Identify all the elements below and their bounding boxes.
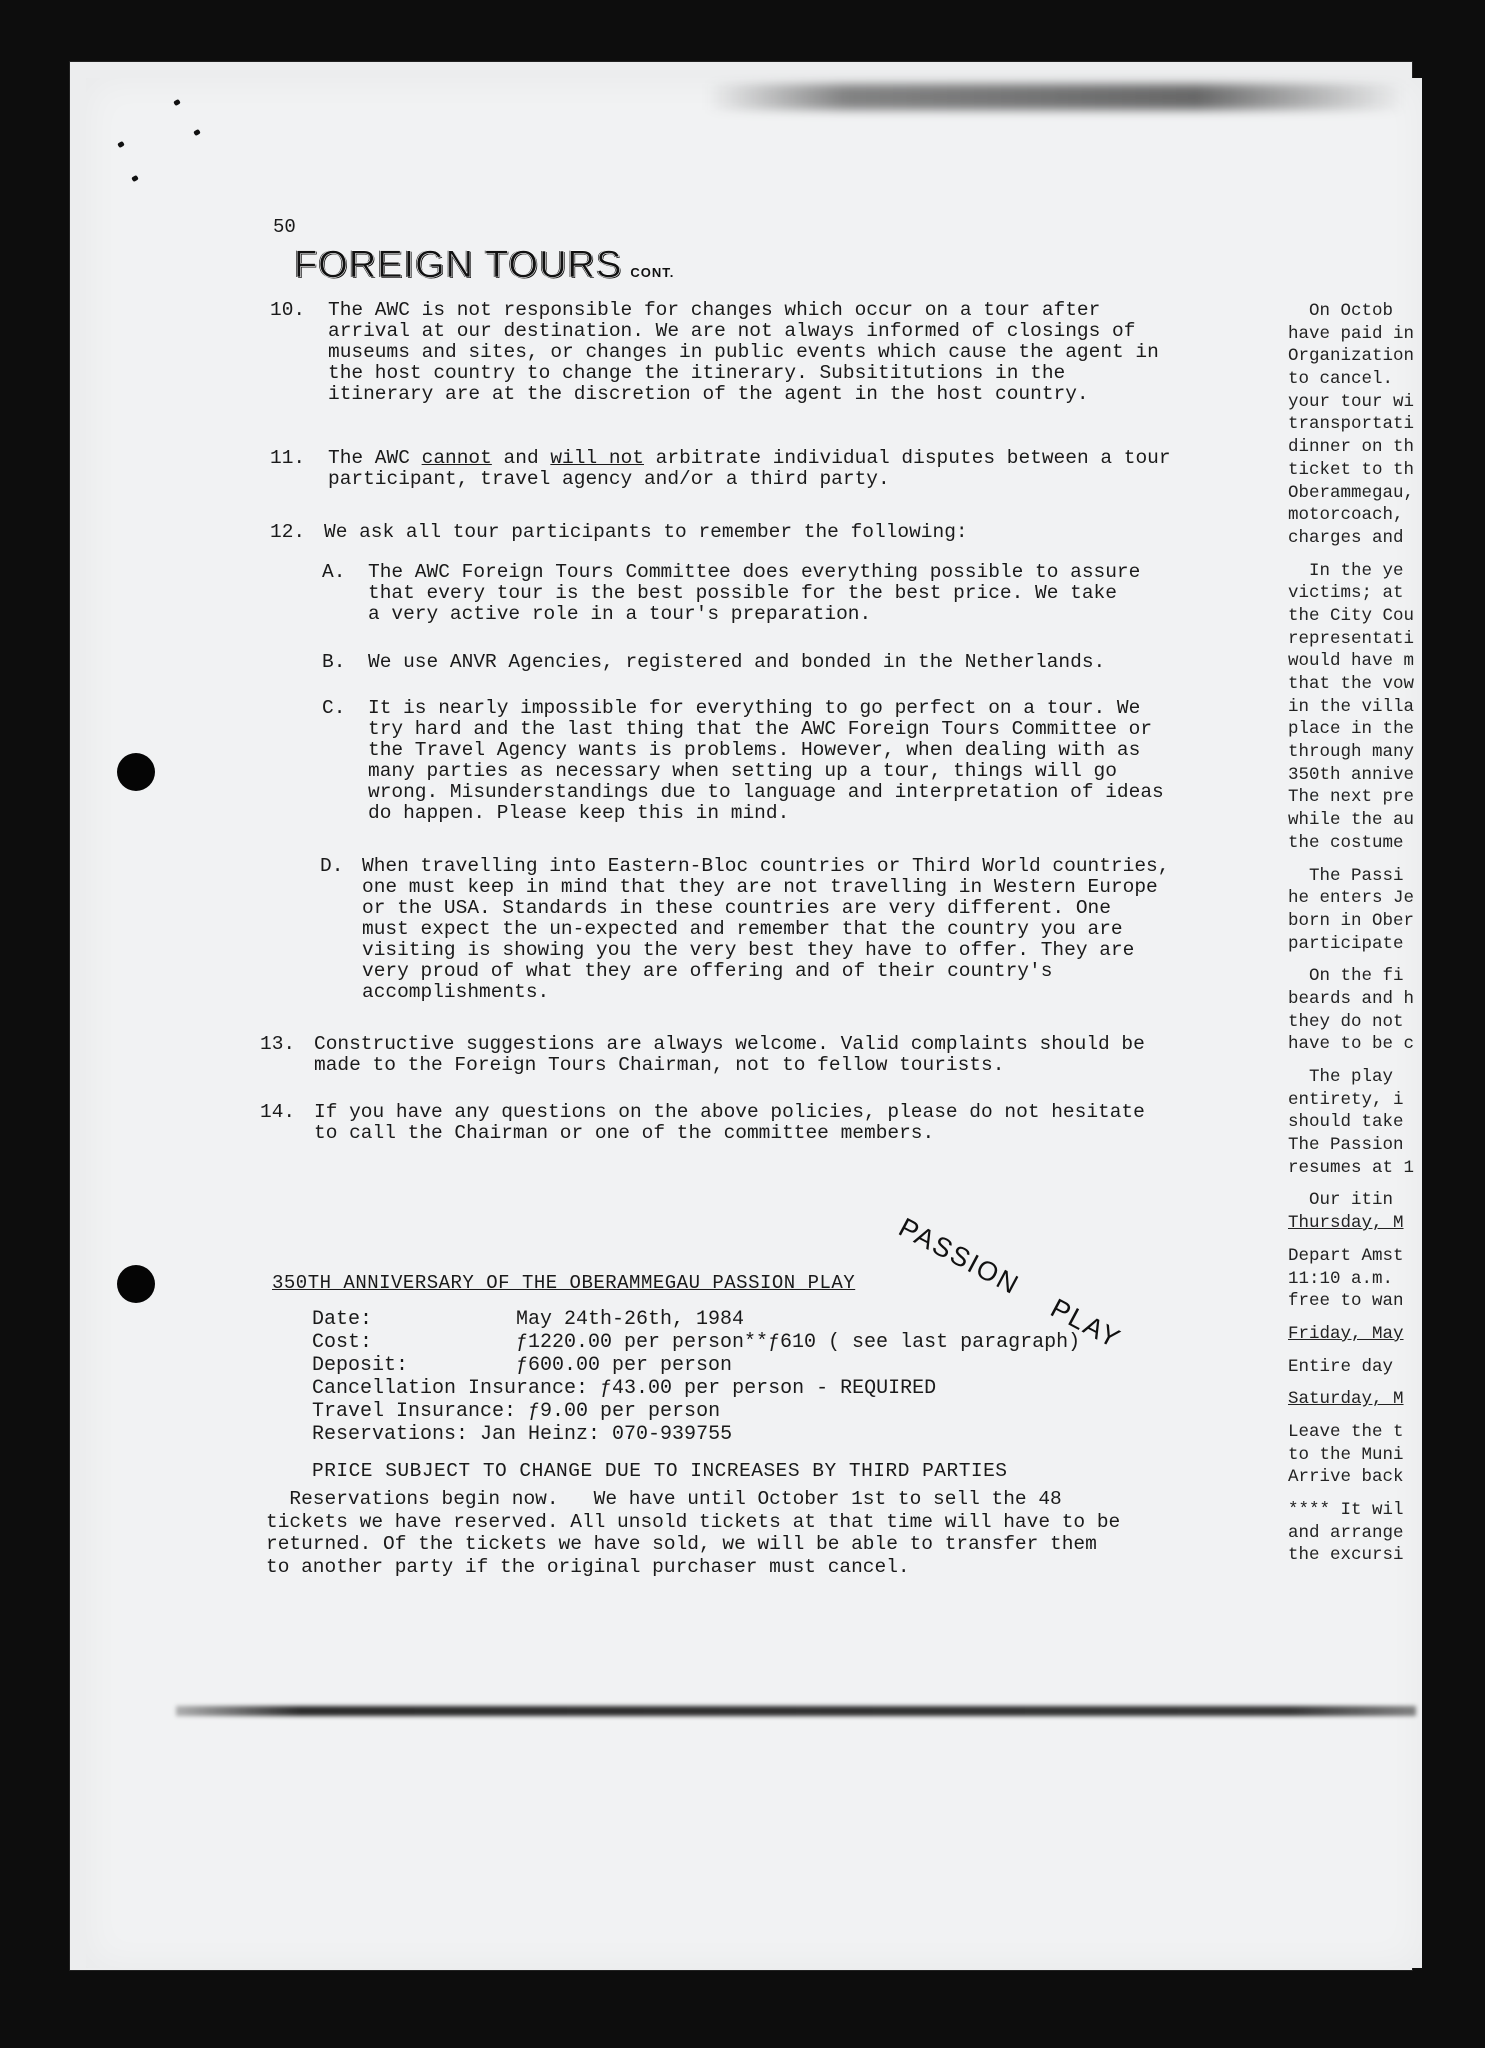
column-line: place in the (1288, 719, 1415, 740)
column-line: The Passion (1288, 1135, 1404, 1156)
price-notice: PRICE SUBJECT TO CHANGE DUE TO INCREASES BY THIRD PARTIES (312, 1460, 1008, 1482)
item-line: itinerary are at the discretion of the agent in the host country. (328, 383, 1089, 405)
speck (173, 99, 181, 106)
item-line: It is nearly impossible for everything to go perfect on a tour. We (368, 697, 1141, 719)
item-line: that every tour is the best possible for the best price. We take (368, 582, 1117, 604)
paragraph-gap (1288, 1056, 1422, 1066)
item-line: made to the Foreign Tours Chairman, not to fellow tourists. (314, 1054, 1005, 1076)
page-title (294, 244, 674, 287)
item-line: arrival at our destination. We are not always informed of closings of (328, 320, 1136, 342)
page-number: 50 (273, 216, 296, 238)
column-line: entirety, i (1288, 1089, 1404, 1110)
detail-line: Reservations: Jan Heinz: 070-939755 (312, 1423, 733, 1446)
detail-line: Travel Insurance: ƒ9.00 per person (312, 1400, 721, 1423)
right-column-cutoff (1288, 300, 1422, 1567)
underlined-text: will not (550, 447, 644, 469)
paragraph-line: Reservations begin now. We have until October 1st to sell the 48 (266, 1488, 1062, 1510)
item-line: many parties as necessary when setting up a tour, things will go (368, 760, 1117, 782)
stamp-word: PLAY (1045, 1292, 1127, 1355)
column-line: dinner on th (1288, 437, 1415, 458)
detail-line: Cancellation Insurance: ƒ43.00 per person - REQUIRED (312, 1377, 937, 1400)
column-line: have to be c (1288, 1034, 1415, 1055)
column-line: 11:10 a.m. (1288, 1268, 1394, 1289)
item-line: do happen. Please keep this in mind. (368, 802, 790, 824)
item-number: 12. (270, 521, 306, 543)
column-line: Organization (1288, 346, 1415, 367)
detail-label: Deposit: (312, 1354, 409, 1377)
item-line: The AWC is not responsible for changes which occur on a tour after (328, 299, 1101, 321)
paragraph-gap (1288, 1179, 1422, 1189)
item-number: 11. (270, 447, 306, 469)
column-line: through many (1288, 742, 1415, 763)
column-line: ticket to th (1288, 459, 1415, 480)
item-letter: A. (322, 561, 346, 583)
column-line: **** It wil (1288, 1500, 1404, 1520)
column-line: The play (1288, 1067, 1394, 1087)
item-line: the host country to change the itinerary. Subsititutions in the (328, 362, 1066, 384)
speck (131, 175, 139, 182)
paragraph-gap (1288, 1489, 1422, 1499)
item-line: very proud of what they are offering and of their country's (362, 960, 1053, 982)
detail-value: ƒ600.00 per person (516, 1354, 733, 1377)
detail-label: Cost: (312, 1331, 373, 1354)
item-line: The AWC Foreign Tours Committee does everything possible to assure (368, 561, 1141, 583)
item-line: wrong. Misunderstandings due to language and interpretation of ideas (368, 781, 1164, 803)
paragraph-gap (1288, 550, 1422, 560)
item-line: or the USA. Standards in these countries are very different. One (362, 897, 1111, 919)
paragraph-gap (1288, 1313, 1422, 1323)
reservations-paragraph (266, 1488, 1120, 1578)
paragraph-gap (1288, 955, 1422, 965)
column-line: beards and h (1288, 988, 1415, 1009)
item-number: 13. (260, 1033, 296, 1055)
paragraph-gap (1288, 1411, 1422, 1421)
paragraph-gap (1288, 1235, 1422, 1245)
item-line: accomplishments. (362, 981, 550, 1003)
paragraph-line: tickets we have reserved. All unsold tickets at that time will have to be (266, 1510, 1121, 1533)
column-line: the costume (1288, 832, 1404, 853)
column-line: Oberammegau, (1288, 482, 1415, 503)
copy-edge-line (176, 1706, 1416, 1716)
column-line: victims; at (1288, 583, 1404, 604)
column-line: In the ye (1288, 560, 1404, 581)
item-letter: C. (322, 697, 346, 719)
column-line: 350th annive (1288, 764, 1415, 785)
column-line: Our itin (1288, 1190, 1394, 1211)
column-line: and arrange (1288, 1522, 1404, 1543)
column-line: participate (1288, 933, 1404, 954)
column-line: would have m (1288, 651, 1415, 672)
item-line: visiting is showing you the very best they have to offer. They are (362, 939, 1135, 961)
item-line: must expect the un-expected and remember that the country you are (362, 918, 1123, 940)
speck (193, 129, 201, 136)
column-line: On Octob (1288, 301, 1394, 321)
item-line: a very active role in a tour's preparation. (368, 603, 872, 625)
column-line: On the fi (1288, 966, 1404, 987)
column-line: Thursday, M (1288, 1213, 1404, 1234)
item-line: Constructive suggestions are always welcome. Valid complaints should be (314, 1033, 1145, 1055)
item-letter: D. (320, 855, 344, 877)
column-line: charges and (1288, 527, 1404, 548)
column-line: that the vow (1288, 674, 1415, 694)
title-text: FOREIGN TOURS (294, 244, 623, 286)
item-number: 14. (260, 1101, 296, 1123)
column-line: Arrive back (1288, 1467, 1404, 1488)
column-line: born in Ober (1288, 910, 1415, 931)
item-line: the Travel Agency wants is problems. However, when dealing with as (368, 739, 1141, 761)
item-line: participant, travel agency and/or a third party. (328, 468, 890, 490)
column-line: in the villa (1288, 696, 1415, 717)
paragraph-gap (1288, 1378, 1422, 1388)
column-line: the City Cou (1288, 605, 1415, 626)
item-line: one must keep in mind that they are not travelling in Western Europe (362, 876, 1158, 898)
item-number: 10. (270, 299, 306, 321)
paragraph-line: returned. Of the tickets we have sold, we will be able to transfer them (266, 1533, 1097, 1555)
detail-value: May 24th-26th, 1984 (516, 1308, 745, 1331)
column-line: Leave the t (1288, 1421, 1404, 1442)
speck (117, 141, 125, 148)
paragraph-gap (1288, 1346, 1422, 1356)
item-line: We use ANVR Agencies, registered and bonded in the Netherlands. (368, 651, 1106, 673)
section-heading: 350TH ANNIVERSARY OF THE OBERAMMEGAU PASSION PLAY (272, 1272, 856, 1294)
underlined-text: cannot (421, 447, 492, 469)
column-line: to the Muni (1288, 1444, 1404, 1465)
column-line: to cancel. (1288, 369, 1394, 390)
column-line: while the au (1288, 810, 1415, 831)
item-line: to call the Chairman or one of the committee members. (314, 1122, 935, 1144)
item-line: When travelling into Eastern-Bloc countries or Third World countries, (362, 855, 1170, 877)
column-line: Friday, May (1288, 1323, 1404, 1344)
column-line: resumes at 1 (1288, 1157, 1415, 1178)
paragraph-line: to another party if the original purchaser must cancel. (266, 1555, 910, 1578)
column-line: transportati (1288, 414, 1415, 435)
column-line: he enters Je (1288, 888, 1415, 909)
item-letter: B. (322, 651, 346, 673)
column-line: free to wan (1288, 1291, 1404, 1312)
detail-value: ƒ1220.00 per person**ƒ610 ( see last paragraph) (516, 1331, 1081, 1354)
column-line: Depart Amst (1288, 1245, 1404, 1266)
column-line: should take (1288, 1112, 1404, 1133)
column-line: the excursi (1288, 1545, 1404, 1566)
title-suffix: CONT. (630, 265, 675, 280)
column-line: representati (1288, 628, 1415, 649)
detail-label: Date: (312, 1308, 373, 1331)
stamp-word: PASSION (893, 1212, 1025, 1301)
column-line: your tour wi (1288, 391, 1415, 412)
column-line: motorcoach, (1288, 505, 1404, 526)
punch-hole (117, 1265, 155, 1303)
item-line: museums and sites, or changes in public events which cause the agent in (328, 341, 1159, 363)
column-line: have paid in (1288, 323, 1415, 344)
copy-smudge (706, 84, 1406, 110)
item-line: We ask all tour participants to remember the following: (324, 521, 968, 543)
paragraph-gap (1288, 855, 1422, 865)
item-line: The AWC cannot and will not arbitrate individual disputes between a tour (328, 447, 1171, 469)
punch-hole (117, 753, 155, 791)
column-line: The Passi (1288, 865, 1404, 886)
column-line: Entire day (1288, 1356, 1394, 1377)
column-line: The next pre (1288, 787, 1415, 808)
column-line: Saturday, M (1288, 1389, 1404, 1410)
column-line: they do not (1288, 1011, 1404, 1032)
item-line: try hard and the last thing that the AWC Foreign Tours Committee or (368, 718, 1153, 740)
item-line: If you have any questions on the above policies, please do not hesitate (314, 1101, 1145, 1123)
